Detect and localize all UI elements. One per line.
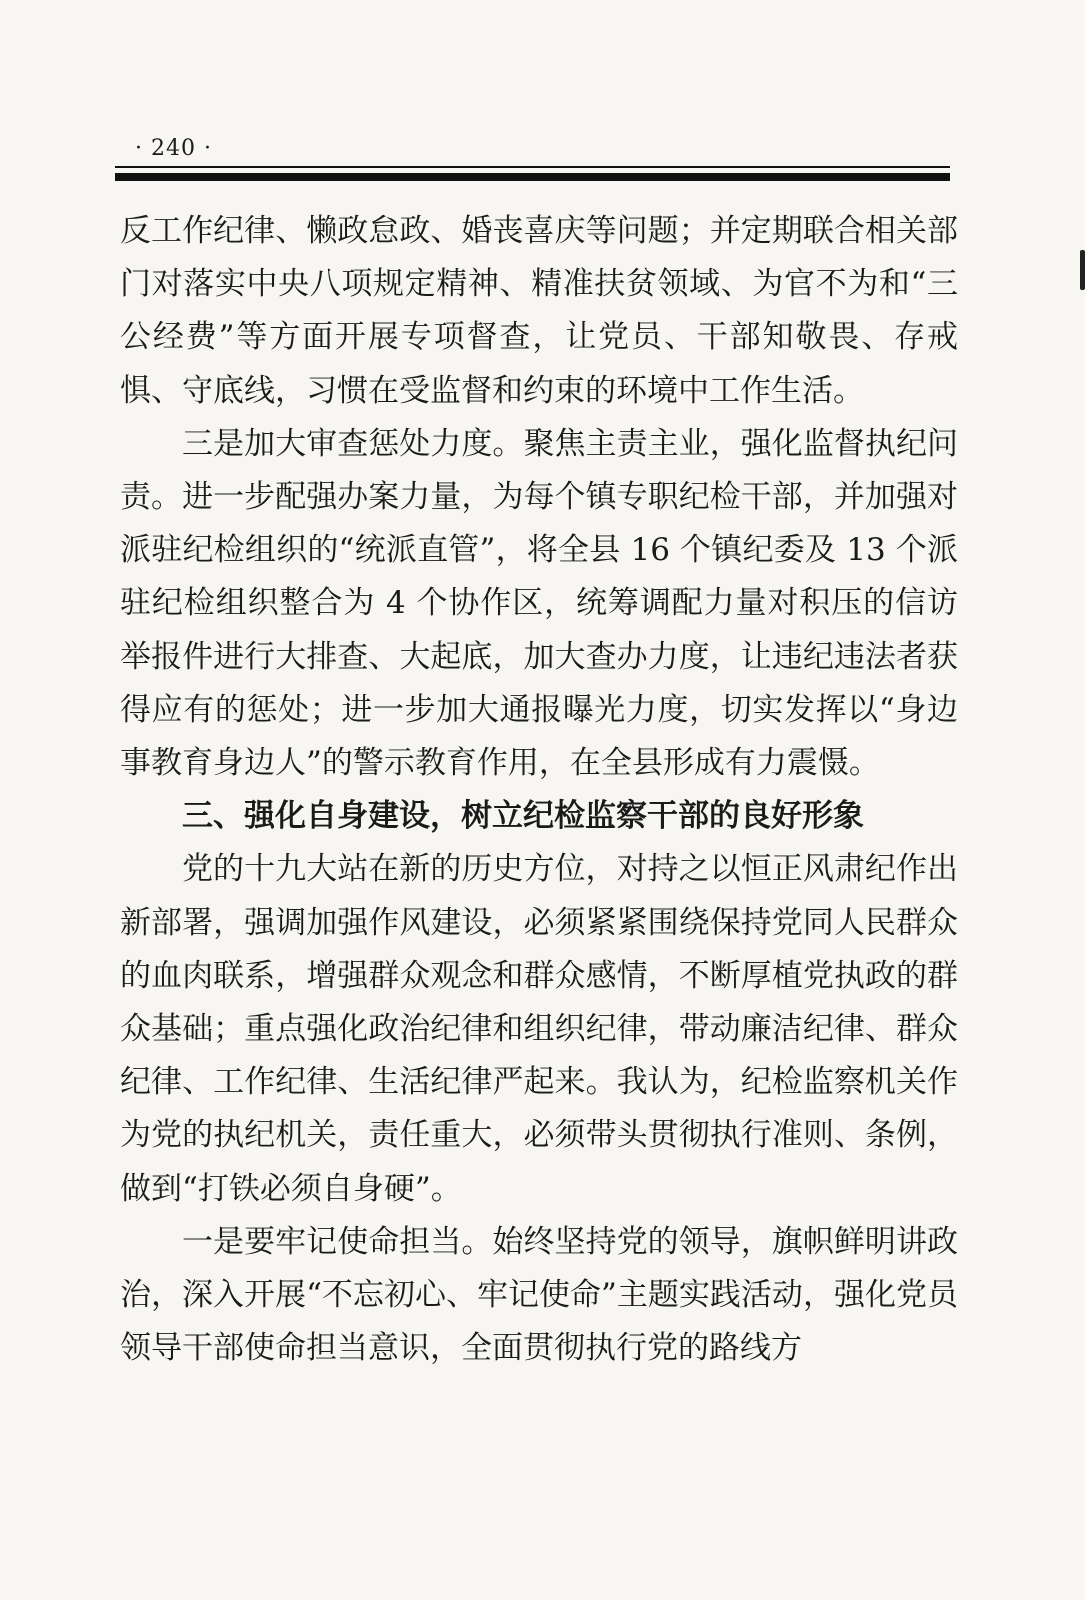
header-rule-thin: [115, 166, 950, 168]
header-rule-thick: [115, 173, 950, 181]
paragraph-point-three: 三是加大审查惩处力度。聚焦主责主业，强化监督执纪问责。进一步配强办案力量，为每个镇专职纪检干部，并加强对派驻纪检组织的“统派直管”，将全县 16 个镇纪委及 13 个派驻纪检组织整合为 4 个协作区，统筹调配力量对积压的信访举报件进行大排查、大起底，加大查办力度，让违纪违法者获得应有的惩处；进一步加大通报曝光力度，切实发挥以“身边事教育身边人”的警示教育作用，在全县形成有力震慑。: [120, 425, 958, 782]
page-header: [115, 128, 950, 188]
paragraph-continued: 反工作纪律、懒政怠政、婚丧喜庆等问题；并定期联合相关部门对落实中央八项规定精神、精准扶贫领域、为官不为和“三公经费”等方面开展专项督查，让党员、干部知敬畏、存戒惧、守底线，习惯在受监督和约束的环境中工作生活。: [120, 213, 958, 409]
paragraph-section-intro: 党的十九大站在新的历史方位，对持之以恒正风肃纪作出新部署，强调加强作风建设，必须紧紧围绕保持党同人民群众的血肉联系，增强群众观念和群众感情，不断厚植党执政的群众基础；重点强化政治纪律和组织纪律，带动廉洁纪律、群众纪律、工作纪律、生活纪律严起来。我认为，纪检监察机关作为党的执纪机关，责任重大，必须带头贯彻执行准则、条例，做到“打铁必须自身硬”。: [120, 851, 958, 1207]
page-number: · 240 ·: [135, 136, 212, 161]
body-text: [120, 205, 958, 1375]
paragraph-point-one: 一是要牢记使命担当。始终坚持党的领导，旗帜鲜明讲政治，深入开展“不忘初心、牢记使命”主题实践活动，强化党员领导干部使命担当意识，全面贯彻执行党的路线方: [120, 1223, 958, 1367]
section-heading: 三、强化自身建设，树立纪检监察干部的良好形象: [182, 798, 864, 835]
scan-edge-mark: [1080, 250, 1085, 290]
